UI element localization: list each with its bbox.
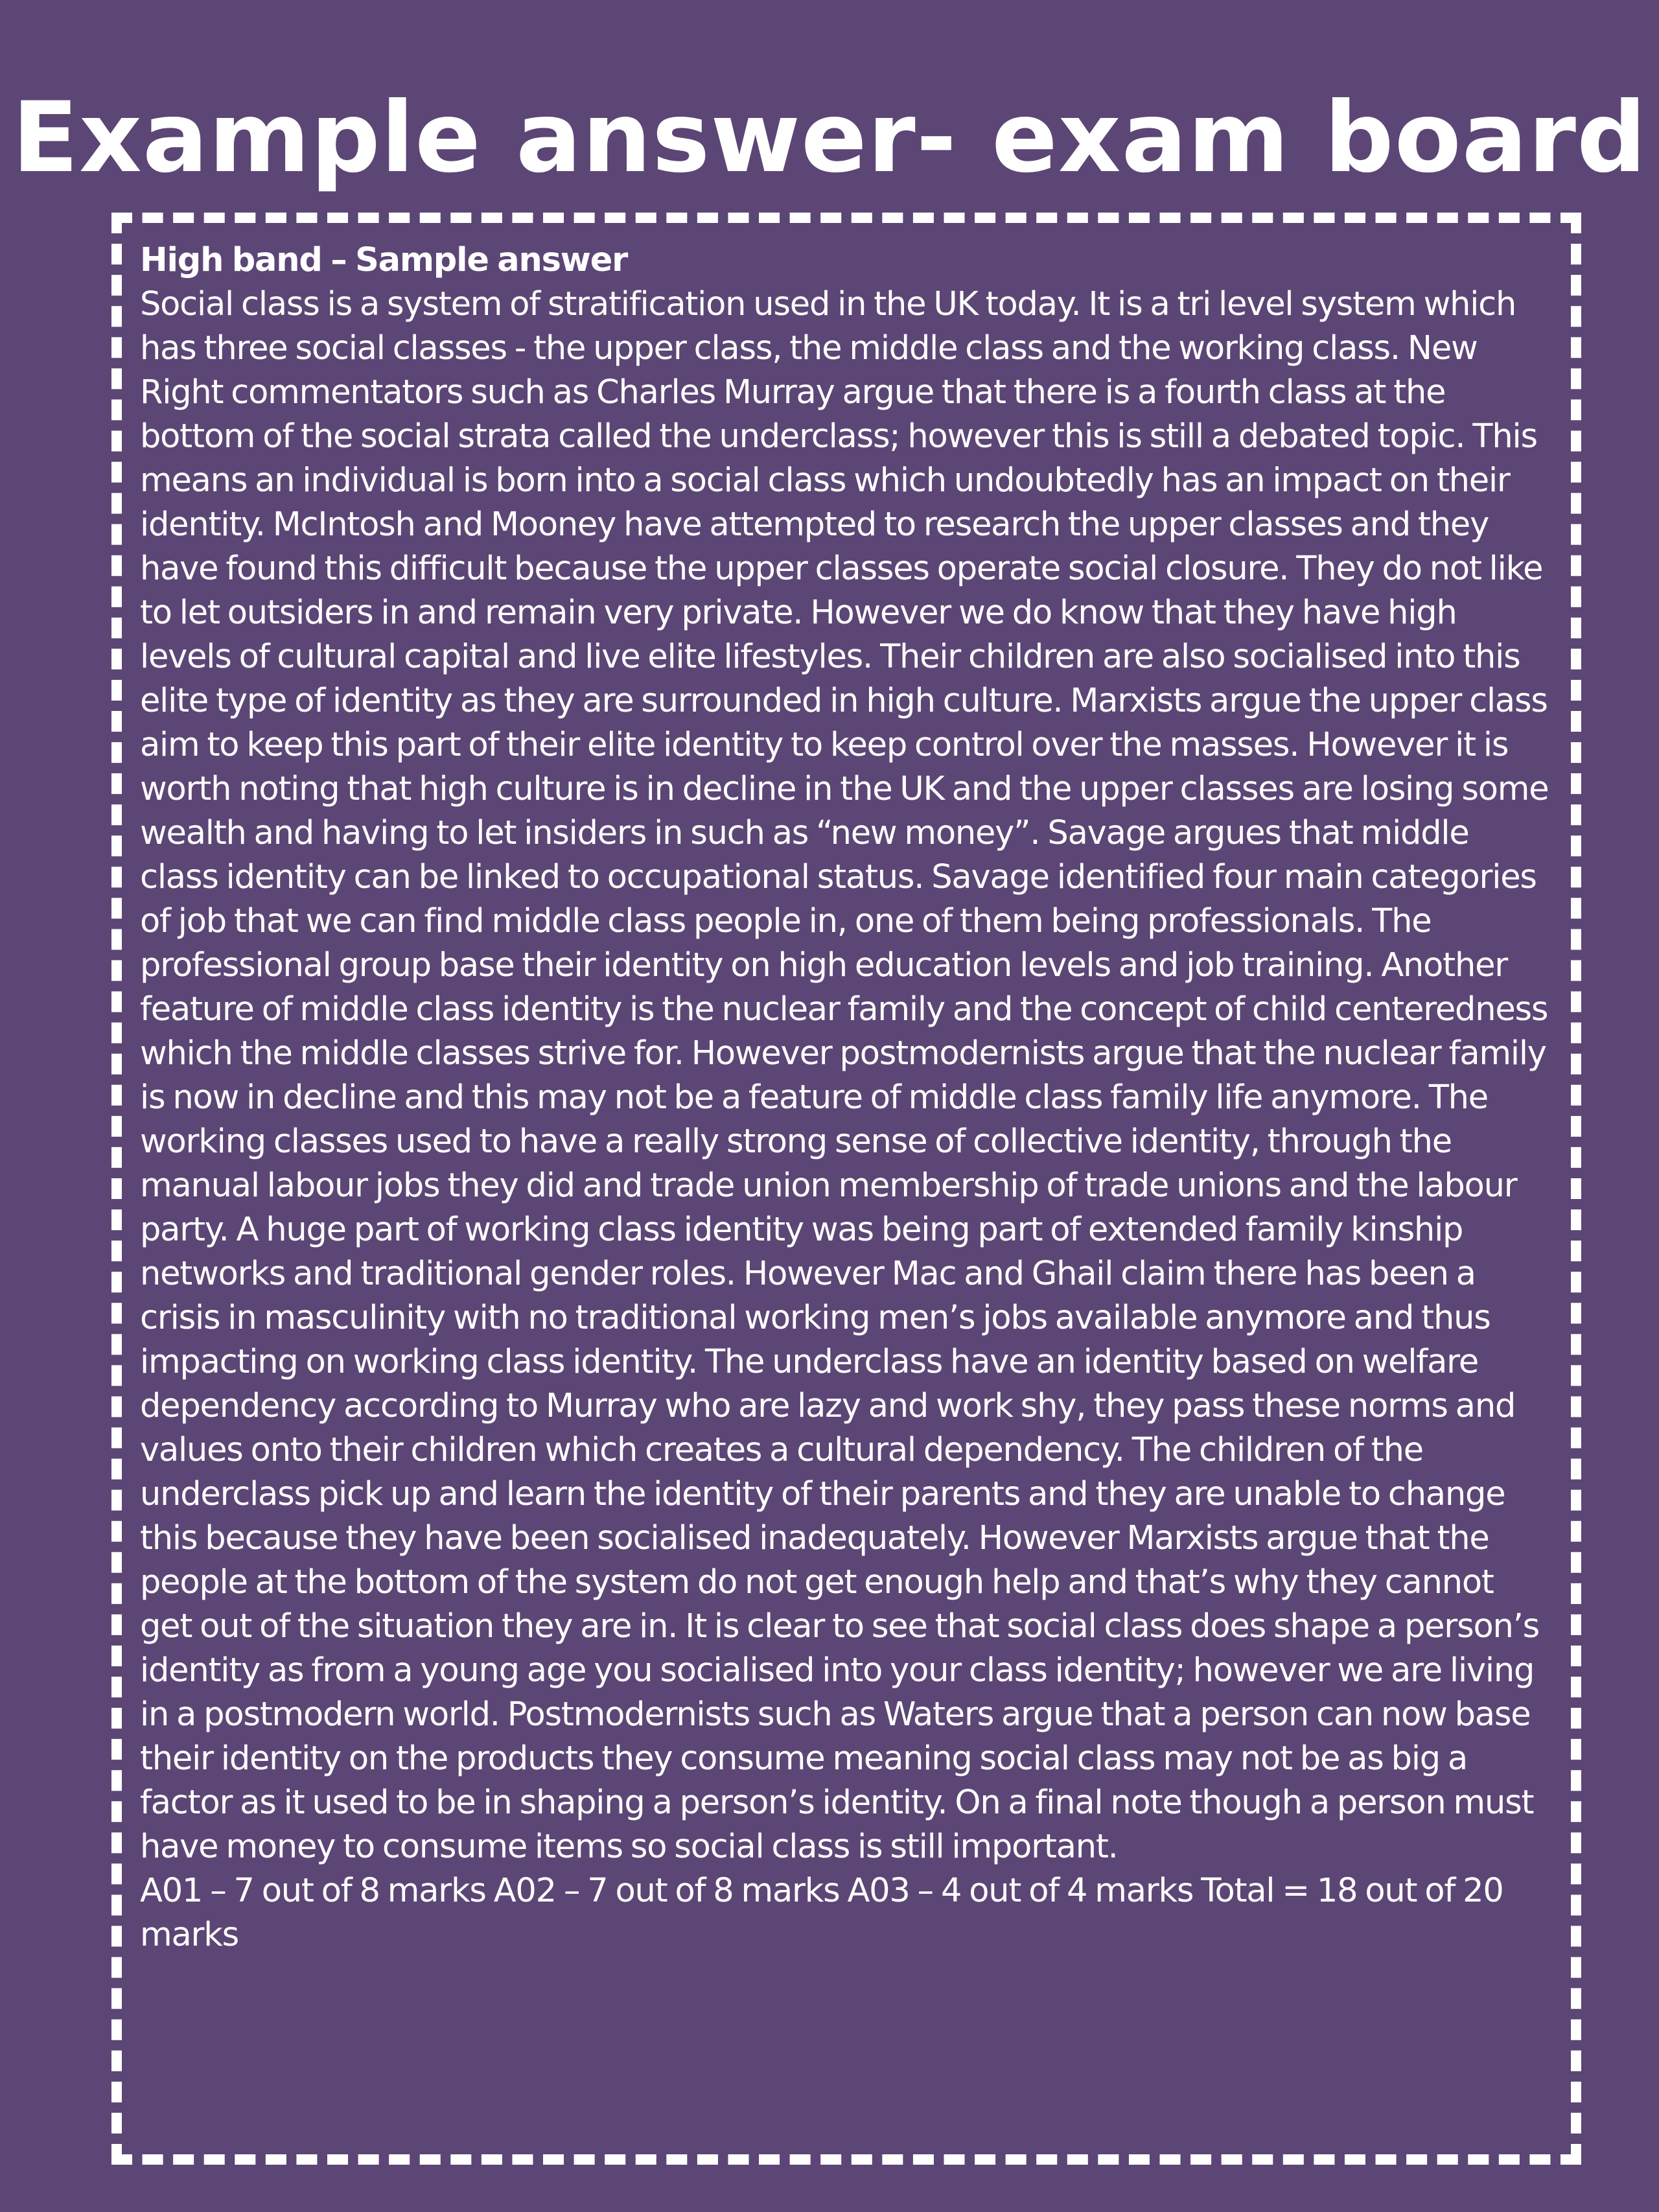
sample-answer-text: Social class is a system of stratification used in the UK today. It is a tri level system which has three social classes - the upper class, the middle class and the working class. New Right commentators such as Charles Murray argue that there is a fourth class at the bottom of the social strata called the underclass; however this is still a debated topic. This means an individual is born into a social class which undoubtedly has an impact on their identity. McIntosh and Mooney have attempted to research the upper classes and they have found this difficult because the upper classes operate social closure. They do not like to let outsiders in and remain very private. However we do know that they have high levels of cultural capital and live elite lifestyles. Their children are also socialised into this elite type of identity as they are surrounded in high culture. Marxists argue the upper class aim to keep this part of their elite identity to keep control over the masses. However it is worth noting that high culture is in decline in the UK and the upper classes are losing some wealth and having to let insiders in such as “new money”. Savage argues that middle class identity can be linked to occupational status. Savage identified four main categories of job that we can find middle class people in, one of them being professionals. The professional group base their identity on high education levels and job training. Another feature of middle class identity is the nuclear family and the concept of child centeredness which the middle classes strive for. However postmodernists argue that the nuclear family is now in decline and this may not be a feature of middle class family life anymore. The working classes used to have a really strong sense of collective identity, through the manual labour jobs they did and trade union membership of trade unions and the labour party. A huge part of working class identity was being part of extended family kinship networks and traditional gender roles. However Mac and Ghail claim there has been a crisis in masculinity with no traditional working men’s jobs available anymore and thus impacting on working class identity. The underclass have an identity based on welfare dependency according to Murray who are lazy and work shy, they pass these norms and values onto their children which creates a cultural dependency. The children of the underclass pick up and learn the identity of their parents and they are unable to change this because they have been socialised inadequately. However Marxists argue that the people at the bottom of the system do not get enough help and that’s why they cannot get out of the situation they are in. It is clear to see that social class does shape a person’s identity as from a young age you socialised into your class identity; however we are living in a postmodern world. Postmodernists such as Waters argue that a person can now base their identity on the products they consume meaning social class may not be as big a factor as it used to be in shaping a person’s identity. On a final note though a person must have money to consume items so social class is still important. (140, 285, 1549, 1866)
dashed-answer-frame (111, 213, 1581, 2165)
page-title: Example answer- exam board (12, 82, 1647, 194)
answer-content (140, 239, 1553, 1957)
marks-summary: A01 – 7 out of 8 marks A02 – 7 out of 8 marks A03 – 4 out of 4 marks Total = 18 out of 20 marks (140, 1872, 1503, 1954)
band-heading: High band – Sample answer (140, 241, 628, 279)
